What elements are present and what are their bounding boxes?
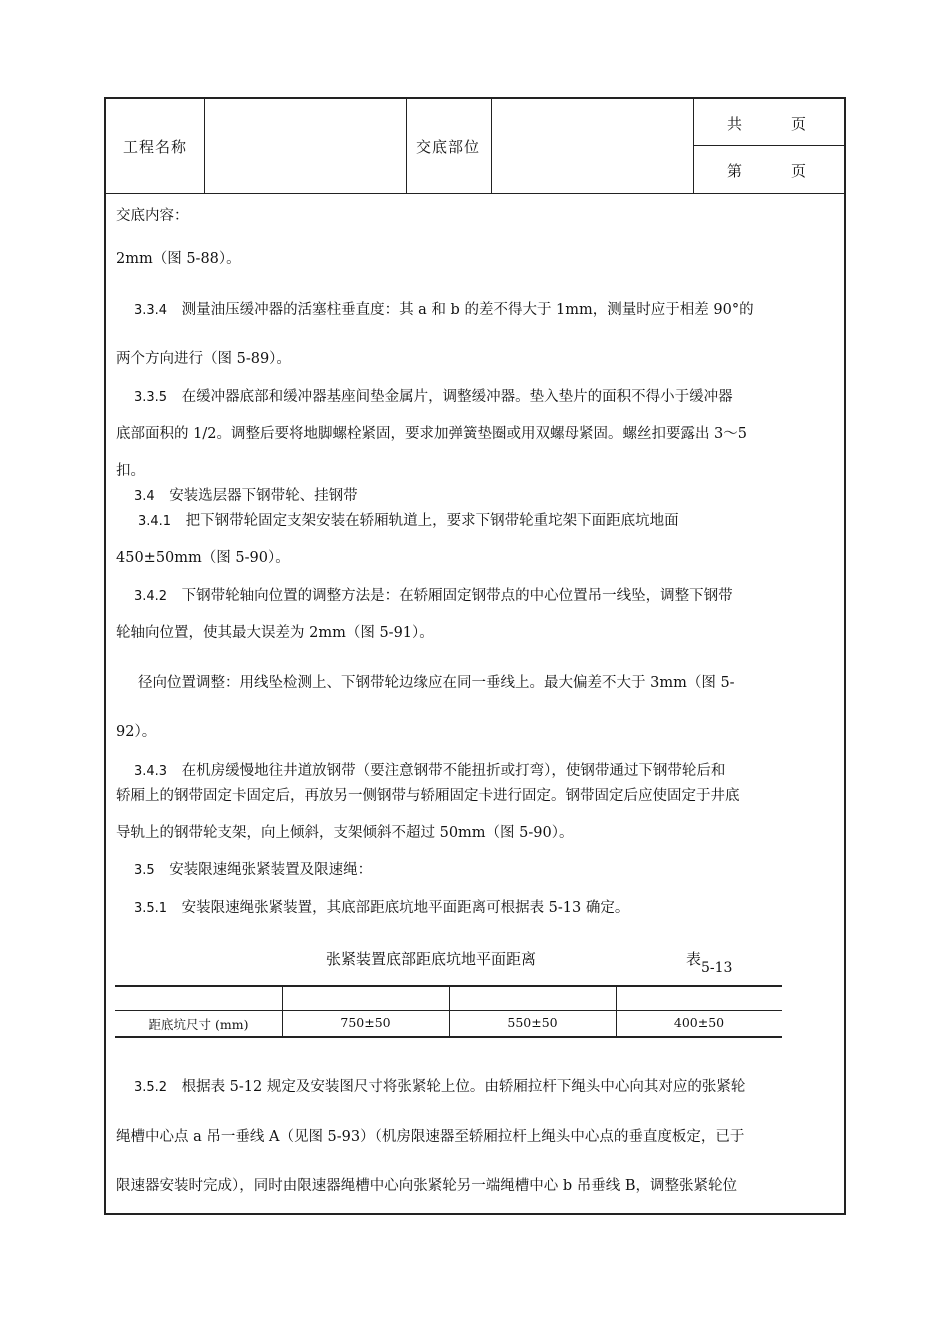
table-label: 表5-13 bbox=[686, 950, 733, 976]
paragraph-line: 轮轴向位置，使其最大误差为 2mm（图 5-91）。 bbox=[116, 625, 434, 641]
paragraph-line: 两个方向进行（图 5-89）。 bbox=[116, 351, 291, 367]
paragraph-line: 3.3.4 测量油压缓冲器的活塞柱垂直度：其 a 和 b 的差不得大于 1mm，测量时应于相差 90°的 bbox=[134, 302, 754, 318]
header-divider bbox=[693, 99, 694, 193]
table-title: 张紧装置底部距底坑地平面距离 bbox=[326, 950, 537, 968]
table-number: 5-13 bbox=[701, 960, 733, 976]
disclosure-form bbox=[104, 97, 846, 1215]
paragraph-line: 径向位置调整：用线坠检测上、下钢带轮边缘应在同一垂线上。最大偏差不大于 3mm（图 5- bbox=[138, 675, 735, 691]
header-row bbox=[106, 99, 844, 194]
paragraph-line: 底部面积的 1/2。调整后要将地脚螺栓紧固，要求加弹簧垫圈或用双螺母紧固。螺丝扣要露出 3～5 bbox=[116, 426, 748, 442]
paragraph-line: 2mm（图 5-88）。 bbox=[116, 251, 241, 267]
content-label: 交底内容： bbox=[116, 208, 189, 224]
total-pages: 共 页 bbox=[727, 115, 808, 133]
table-cell: 400±50 bbox=[673, 1015, 725, 1030]
header-split-line bbox=[693, 145, 844, 146]
paragraph-line: 92）。 bbox=[116, 724, 157, 740]
table-cell: 550±50 bbox=[507, 1015, 558, 1030]
paragraph-line: 3.5.1 安装限速绳张紧装置，其底部距底坑地平面距离可根据表 5-13 确定。 bbox=[134, 900, 630, 916]
page-number: 第 页 bbox=[727, 162, 808, 180]
paragraph-line: 扣。 bbox=[116, 463, 145, 479]
table-row-label: 距底坑尺寸 (mm) bbox=[148, 1017, 249, 1032]
paragraph-line: 绳槽中心点 a 吊一垂线 A（见图 5-93）（机房限速器至轿厢拉杆上绳头中心点的垂直度板定，已于 bbox=[116, 1129, 745, 1145]
paragraph-line: 3.4.1 把下钢带轮固定支架安装在轿厢轨道上，要求下钢带轮重坨架下面距底坑地面 bbox=[138, 513, 679, 529]
paragraph-line: 3.4.3 在机房缓慢地往井道放钢带（要注意钢带不能扭折或打弯），使钢带通过下钢带轮后和 bbox=[134, 763, 726, 779]
paragraph-line: 导轨上的钢带轮支架，向上倾斜，支架倾斜不超过 50mm（图 5-90）。 bbox=[116, 825, 574, 841]
paragraph-line: 3.3.5 在缓冲器底部和缓冲器基座间垫金属片，调整缓冲器。垫入垫片的面积不得小于缓冲器 bbox=[134, 389, 733, 405]
header-divider bbox=[406, 99, 407, 193]
paragraph-line: 450±50mm（图 5-90）。 bbox=[116, 550, 290, 566]
disclosure-part-label: 交底部位 bbox=[416, 138, 481, 156]
paragraph-line: 3.5 安装限速绳张紧装置及限速绳： bbox=[134, 862, 373, 878]
paragraph-line: 限速器安装时完成），同时由限速器绳槽中心向张紧轮另一端绳槽中心 b 吊垂线 B，调整张紧轮位 bbox=[116, 1178, 738, 1194]
paragraph-line: 3.4 安装选层器下钢带轮、挂钢带 bbox=[134, 488, 358, 504]
header-divider bbox=[491, 99, 492, 193]
project-name-label: 工程名称 bbox=[123, 138, 188, 156]
project-name-field[interactable] bbox=[210, 136, 400, 156]
paragraph-line: 轿厢上的钢带固定卡固定后，再放另一侧钢带与轿厢固定卡进行固定。钢带固定后应使固定于井底 bbox=[116, 788, 740, 804]
table-cell: 750±50 bbox=[340, 1015, 391, 1030]
header-divider bbox=[204, 99, 205, 193]
paragraph-line: 3.4.2 下钢带轮轴向位置的调整方法是：在轿厢固定钢带点的中心位置吊一线坠，调整下钢带 bbox=[134, 588, 733, 604]
disclosure-part-field[interactable] bbox=[498, 136, 688, 156]
paragraph-line: 3.5.2 根据表 5-12 规定及安装图尺寸将张紧轮上位。由轿厢拉杆下绳头中心向其对应的张紧轮 bbox=[134, 1079, 746, 1095]
